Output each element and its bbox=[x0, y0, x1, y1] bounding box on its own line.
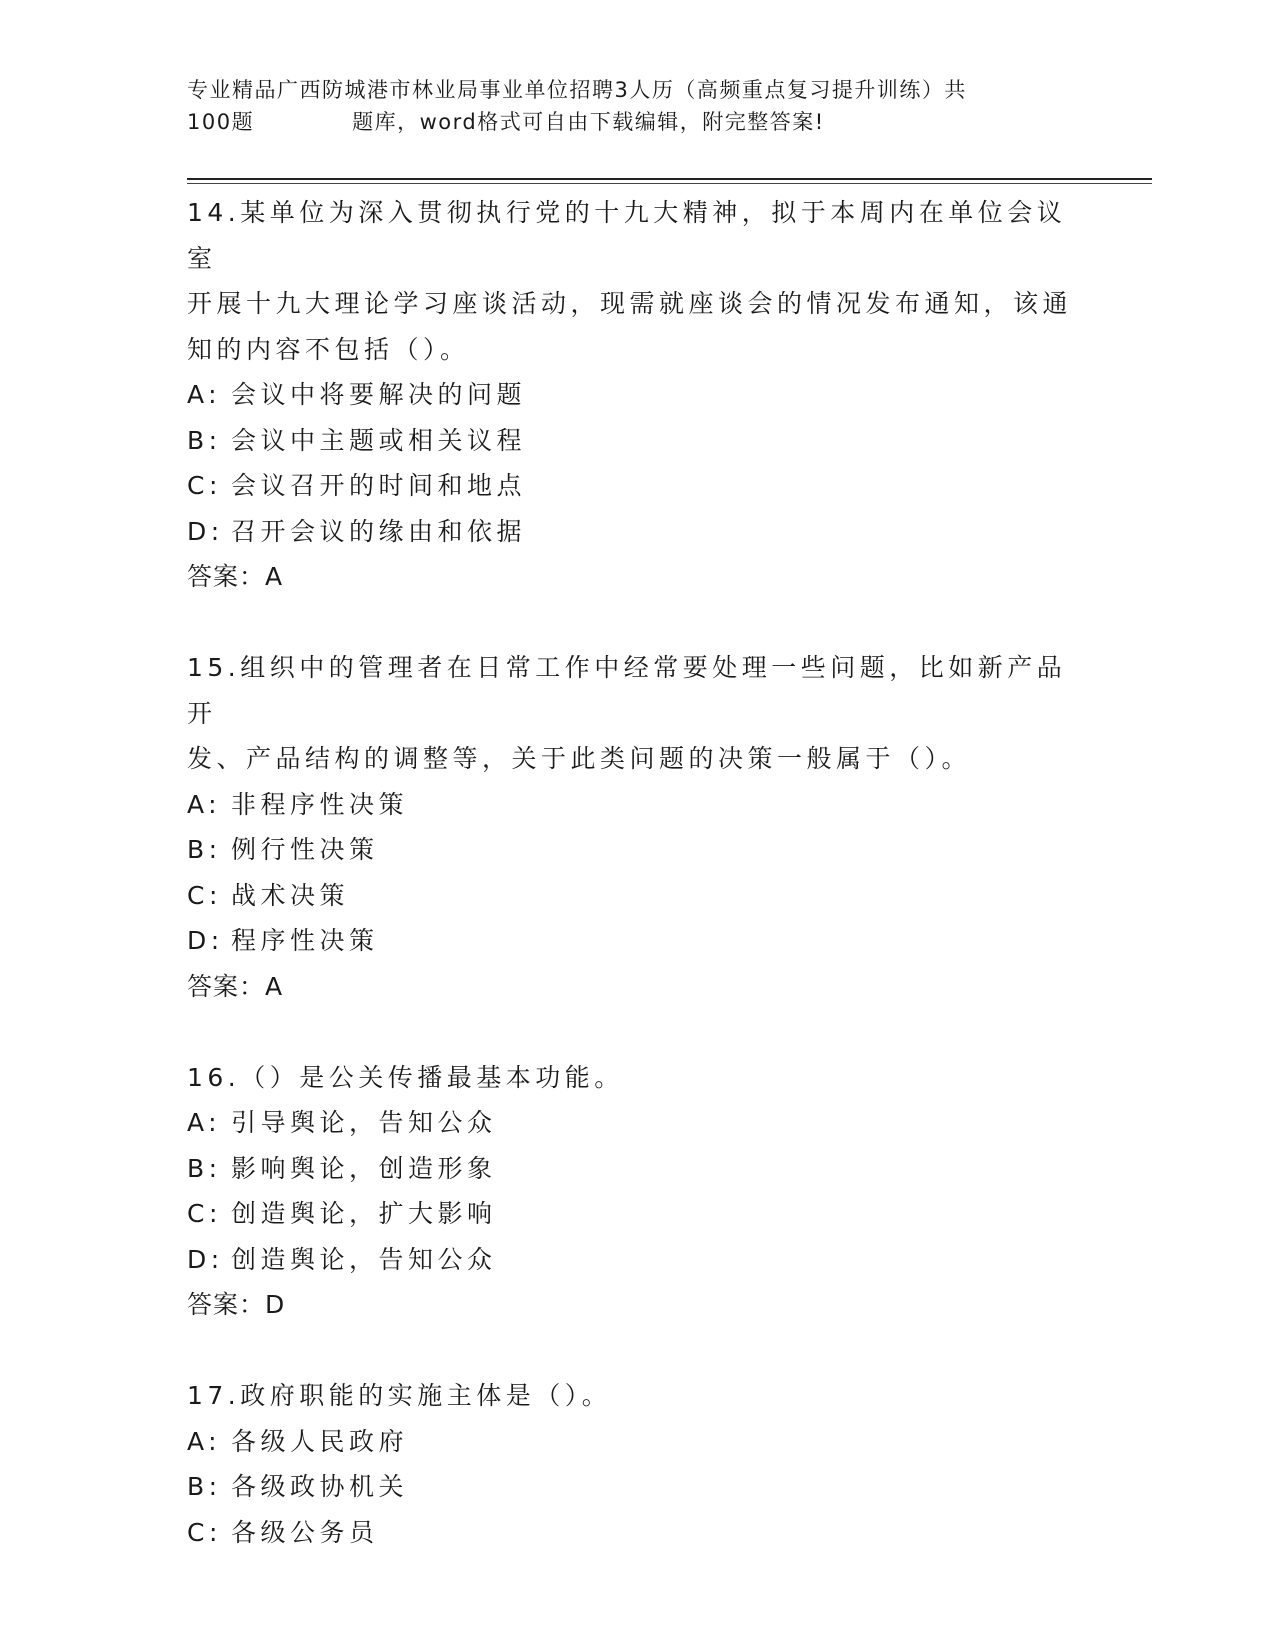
option-letter: D: bbox=[187, 1244, 224, 1274]
question-14 bbox=[187, 190, 1087, 600]
option-text: 会议中将要解决的问题 bbox=[231, 380, 527, 409]
option-d bbox=[187, 1237, 1087, 1283]
option-letter: C: bbox=[187, 1517, 222, 1547]
option-a bbox=[187, 1100, 1087, 1146]
option-letter: B: bbox=[187, 1153, 222, 1183]
header-question-count: 100题 bbox=[187, 110, 255, 134]
option-a bbox=[187, 1419, 1087, 1465]
option-c bbox=[187, 873, 1087, 919]
header-divider-thin bbox=[187, 183, 1152, 184]
option-text: 各级人民政府 bbox=[231, 1426, 409, 1456]
header-divider-thick bbox=[187, 178, 1152, 180]
option-letter: B: bbox=[187, 835, 222, 864]
option-c bbox=[187, 463, 1087, 509]
option-letter: A: bbox=[187, 380, 222, 409]
option-letter: C: bbox=[187, 471, 222, 500]
option-text: 非程序性决策 bbox=[231, 789, 409, 819]
option-text: 例行性决策 bbox=[231, 835, 379, 864]
question-stem-line: 开展十九大理论学习座谈活动，现需就座谈会的情况发布通知，该通 bbox=[187, 289, 1073, 318]
option-text: 各级政协机关 bbox=[231, 1472, 409, 1501]
option-text: 会议中主题或相关议程 bbox=[231, 425, 527, 455]
option-d bbox=[187, 918, 1087, 964]
option-letter: D: bbox=[187, 926, 224, 955]
question-list bbox=[187, 190, 1087, 1555]
option-letter: D: bbox=[187, 516, 224, 546]
header-description: 题库，word格式可自由下载编辑，附完整答案! bbox=[352, 110, 825, 134]
question-stem-line: 发、产品结构的调整等，关于此类问题的决策一般属于（）。 bbox=[187, 744, 972, 773]
option-text: 战术决策 bbox=[231, 880, 350, 910]
answer-line: 答案：D bbox=[187, 1290, 286, 1319]
option-text: 程序性决策 bbox=[231, 926, 379, 955]
option-a bbox=[187, 782, 1087, 828]
option-c bbox=[187, 1510, 1087, 1556]
header-line-1: 专业精品广西防城港市林业局事业单位招聘3人历（高频重点复习提升训练）共 bbox=[187, 78, 967, 102]
option-b bbox=[187, 1146, 1087, 1192]
question-stem-line: 17.政府职能的实施主体是（）。 bbox=[187, 1381, 612, 1410]
option-text: 各级公务员 bbox=[231, 1517, 379, 1547]
document-header bbox=[187, 74, 1087, 138]
option-letter: B: bbox=[187, 1472, 222, 1501]
question-15 bbox=[187, 645, 1087, 1009]
answer-line: 答案：A bbox=[187, 971, 284, 1001]
question-17 bbox=[187, 1373, 1087, 1555]
option-letter: A: bbox=[187, 789, 222, 819]
option-b bbox=[187, 418, 1087, 464]
option-b bbox=[187, 1464, 1087, 1510]
option-letter: C: bbox=[187, 880, 222, 910]
option-letter: A: bbox=[187, 1426, 222, 1456]
option-a bbox=[187, 372, 1087, 418]
option-text: 召开会议的缘由和依据 bbox=[231, 516, 527, 546]
answer-line: 答案：A bbox=[187, 562, 284, 591]
question-16 bbox=[187, 1055, 1087, 1328]
option-d bbox=[187, 509, 1087, 555]
option-c bbox=[187, 1191, 1087, 1237]
question-stem-line: 14.某单位为深入贯彻执行党的十九大精神，拟于本周内在单位会议室 bbox=[187, 198, 1067, 273]
option-text: 会议召开的时间和地点 bbox=[231, 471, 527, 500]
option-text: 影响舆论，创造形象 bbox=[231, 1153, 497, 1183]
question-stem-line: 15.组织中的管理者在日常工作中经常要处理一些问题，比如新产品开 bbox=[187, 653, 1067, 728]
question-stem-line: 16.（）是公关传播最基本功能。 bbox=[187, 1062, 624, 1092]
header-line-2 bbox=[187, 106, 1087, 138]
option-text: 引导舆论，告知公众 bbox=[231, 1108, 497, 1137]
option-text: 创造舆论，告知公众 bbox=[231, 1244, 497, 1274]
option-letter: A: bbox=[187, 1108, 222, 1137]
option-letter: B: bbox=[187, 425, 222, 455]
option-text: 创造舆论，扩大影响 bbox=[231, 1199, 497, 1228]
question-stem-line: 知的内容不包括（）。 bbox=[187, 334, 470, 364]
option-b bbox=[187, 827, 1087, 873]
option-letter: C: bbox=[187, 1199, 222, 1228]
